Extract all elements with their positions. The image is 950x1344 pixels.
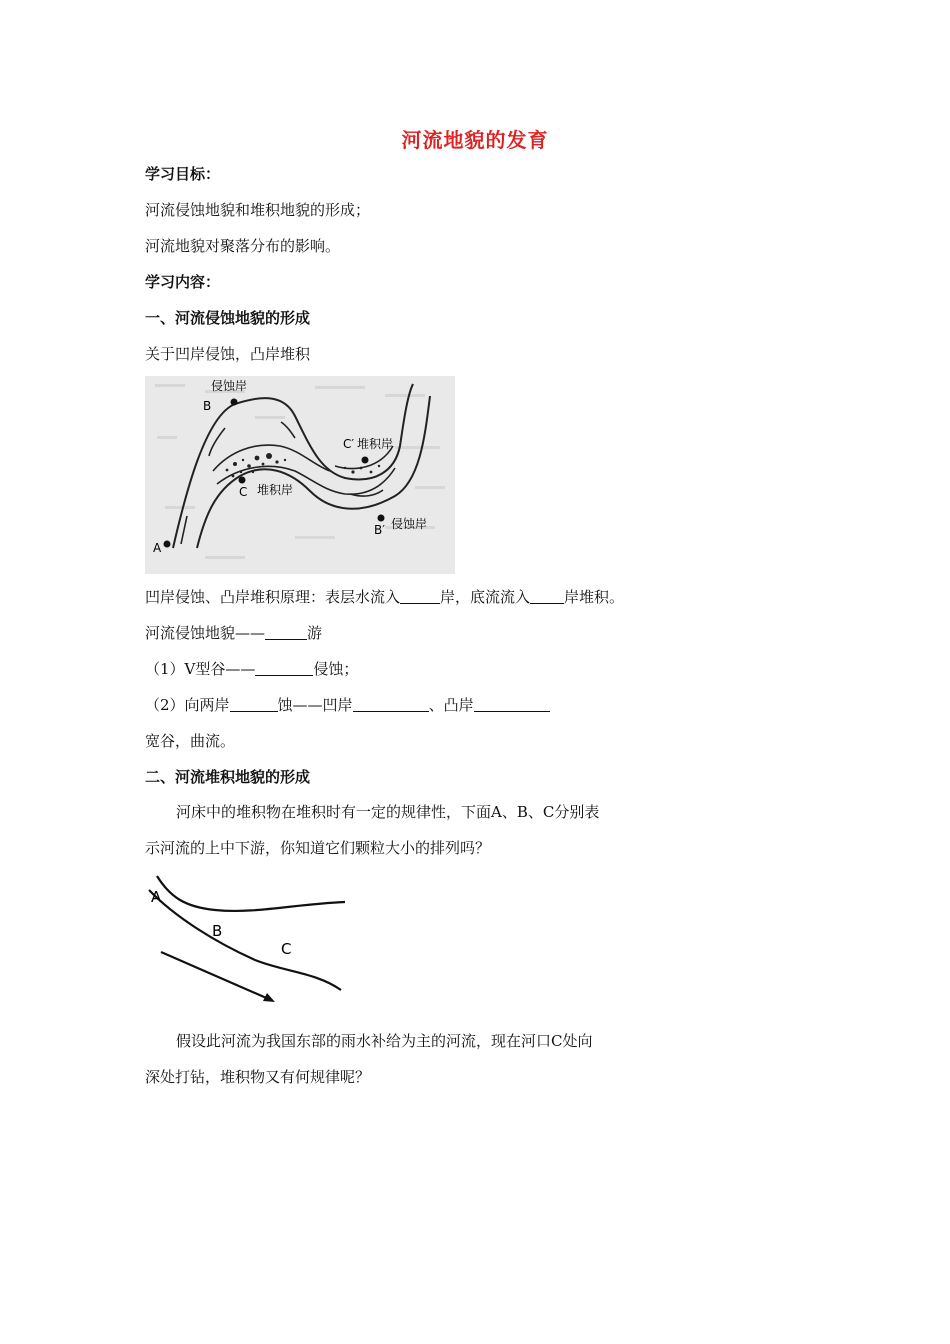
answer-blank[interactable] <box>530 587 564 604</box>
objective-item: 河流地貌对聚落分布的影响。 <box>145 237 341 255</box>
label-reach-C: C <box>281 940 292 958</box>
section1-intro: 关于凹岸侵蚀，凸岸堆积 <box>145 345 311 363</box>
label-A: A <box>153 541 162 555</box>
erosion-landform-line: 河流侵蚀地貌—— 游 <box>145 624 323 642</box>
label-C-prime: C′ <box>343 437 355 451</box>
page-title: 河流地貌的发育 <box>401 128 549 152</box>
answer-blank[interactable] <box>474 695 550 712</box>
principle-line: 凹岸侵蚀、凸岸堆积原理：表层水流入 岸，底流流入 岸堆积。 <box>145 588 625 606</box>
section2-para1-cont: 示河流的上中下游，你知道它们颗粒大小的排列吗？ <box>145 839 491 857</box>
label-reach-B: B <box>212 922 223 940</box>
answer-blank[interactable] <box>353 695 429 712</box>
v-valley-line: （1）V型谷—— 侵蚀； <box>145 660 359 678</box>
content-heading: 学习内容： <box>145 273 221 291</box>
section2-para2: 假设此河流为我国东部的雨水补给为主的河流，现在河口C处向 <box>176 1032 593 1050</box>
objectives-heading: 学习目标： <box>145 165 221 183</box>
label-B-text: 侵蚀岸 <box>211 379 248 393</box>
river-reach-diagram <box>145 872 355 1004</box>
wide-valley-line: 宽谷，曲流。 <box>145 732 236 750</box>
label-B-prime: B′ <box>374 523 385 537</box>
answer-blank[interactable] <box>255 659 313 676</box>
label-C-prime-text: 堆积岸 <box>357 437 394 451</box>
river-reach-figure <box>145 872 355 1004</box>
section2-para1: 河床中的堆积物在堆积时有一定的规律性，下面A、B、C分别表 <box>176 803 600 821</box>
section2-para2-cont: 深处打钻，堆积物又有何规律呢？ <box>145 1068 371 1086</box>
label-reach-A: A <box>151 888 162 906</box>
label-B: B <box>203 399 212 413</box>
answer-blank[interactable] <box>400 587 440 604</box>
label-C: C <box>239 485 248 499</box>
answer-blank[interactable] <box>265 623 307 640</box>
meander-diagram <box>145 376 455 574</box>
lateral-erosion-line: （2）向两岸 蚀——凹岸 、凸岸 <box>145 695 550 715</box>
answer-blank[interactable] <box>230 695 278 712</box>
label-C-text: 堆积岸 <box>257 483 294 497</box>
objective-item: 河流侵蚀地貌和堆积地貌的形成； <box>145 201 371 219</box>
label-B-prime-text: 侵蚀岸 <box>391 517 428 531</box>
section1-heading: 一、河流侵蚀地貌的形成 <box>145 309 311 327</box>
meander-figure <box>145 376 455 574</box>
section2-heading: 二、河流堆积地貌的形成 <box>145 768 311 786</box>
